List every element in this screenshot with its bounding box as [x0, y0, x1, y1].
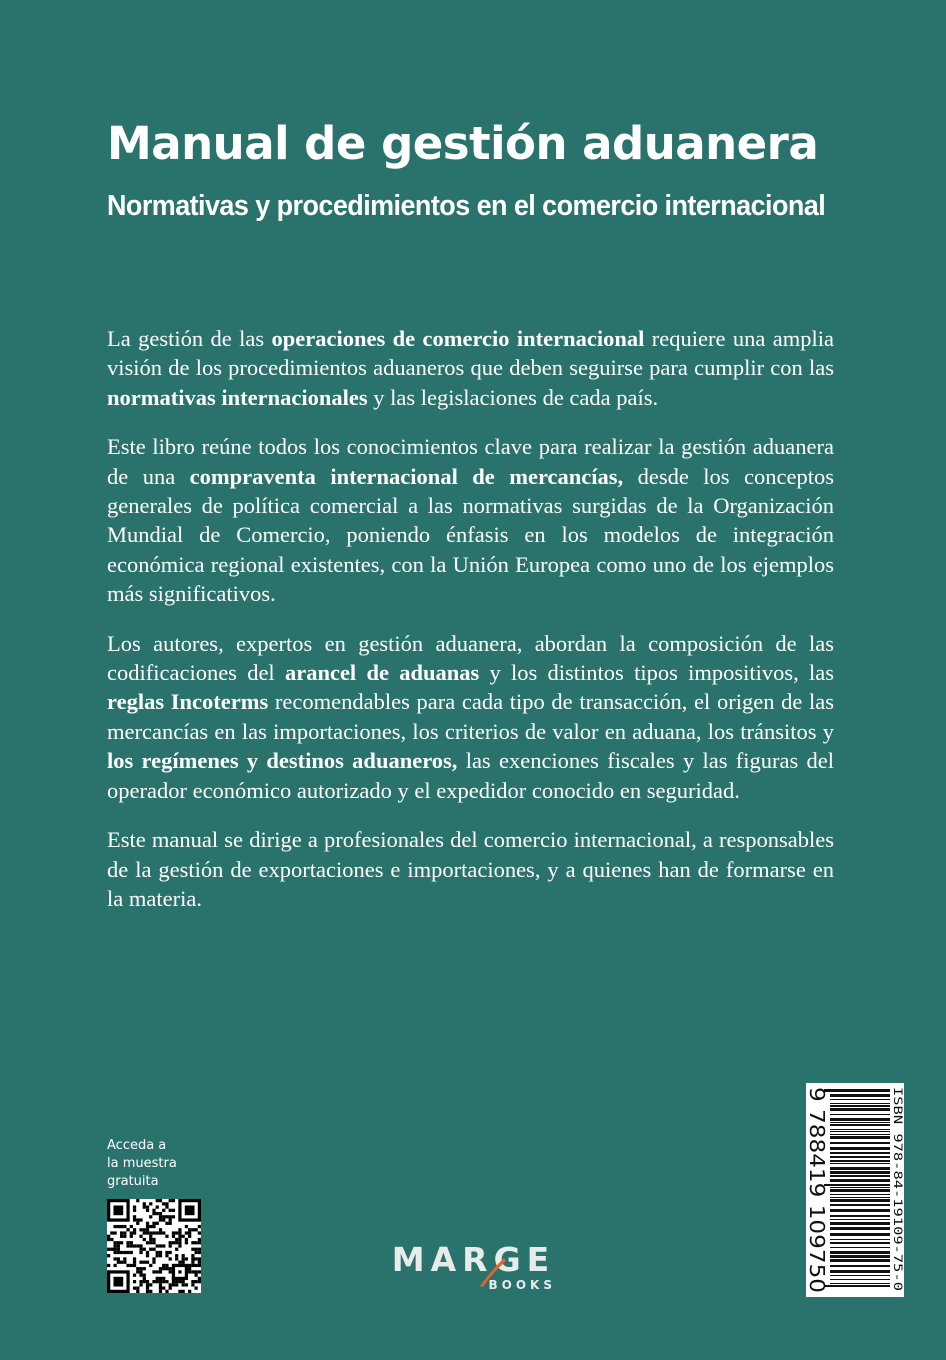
blurb-text: desde los conceptos generales de política comercial a las normativas surgidas de la Organización Mundial de Comercio, poniendo énfasis en los modelos de integración económica regional existentes, con la Unión Europea como uno de los ejemplos más significativos.: [107, 463, 834, 607]
isbn-label: ISBN 978-84-19109-75-0: [891, 1087, 904, 1240]
book-subtitle: Normativas y procedimientos en el comercio internacional: [107, 190, 826, 222]
barcode-bar: [830, 1255, 890, 1258]
blurb-text: y los distintos tipos impositivos, las: [479, 660, 834, 686]
isbn-digits: 9 788419 109750: [806, 1087, 829, 1266]
barcode-bar: [830, 1215, 890, 1217]
blurb-bold-text: operaciones de comercio internacional: [271, 326, 645, 351]
barcode-bar: [830, 1197, 890, 1198]
barcode-bar: [830, 1219, 890, 1220]
blurb-paragraph: [107, 432, 834, 608]
back-cover-blurb: [107, 324, 834, 933]
barcode-bar: [830, 1175, 890, 1177]
barcode-bar: [830, 1124, 890, 1126]
qr-code[interactable]: [107, 1199, 201, 1293]
barcode-bar: [830, 1275, 890, 1276]
sample-line-3: gratuita: [107, 1174, 159, 1189]
blurb-text: Este libro reúne todos los conocimientos clave para realizar la gestión aduanera de una: [107, 434, 834, 489]
barcode-bar: [830, 1163, 890, 1164]
barcode-bar: [830, 1179, 890, 1182]
barcode-bar: [830, 1160, 890, 1162]
barcode-bar: [830, 1152, 890, 1154]
barcode-bar: [824, 1285, 890, 1287]
barcode-bar: [830, 1227, 890, 1230]
barcode-bar: [830, 1283, 890, 1284]
barcode-image: [806, 1083, 904, 1297]
blurb-bold-text: reglas Incoterms: [107, 689, 269, 715]
blurb-text: y las legislaciones de cada país.: [367, 384, 659, 410]
barcode-bar: [830, 1167, 890, 1170]
barcode-bar: [830, 1239, 890, 1240]
sample-line-2: la muestra: [107, 1156, 177, 1171]
barcode-bar: [830, 1259, 890, 1262]
blurb-text: La gestión de las: [107, 326, 272, 351]
barcode-bar: [830, 1147, 890, 1150]
barcode-bar: [830, 1187, 890, 1188]
barcode-bar: [830, 1156, 890, 1158]
barcode-bar: [830, 1242, 890, 1244]
barcode-bar: [830, 1105, 890, 1107]
barcode-bar: [830, 1247, 890, 1248]
barcode-bar: [830, 1099, 890, 1100]
barcode-bar: [830, 1118, 890, 1121]
barcode-bar: [830, 1142, 890, 1144]
barcode-bar: [830, 1129, 890, 1130]
sample-note: [107, 1137, 217, 1191]
barcode-bar: [830, 1189, 890, 1192]
publisher-name: MARGE: [391, 1240, 556, 1279]
qr-code-image: [107, 1199, 201, 1293]
barcode-bars: [824, 1089, 890, 1287]
barcode-bar: [830, 1122, 890, 1123]
blurb-bold-text: compraventa internacional de mercancías,: [189, 463, 624, 489]
barcode-bar: [830, 1194, 890, 1195]
blurb-paragraph: [107, 629, 834, 805]
barcode-bar: [830, 1103, 890, 1104]
barcode-bar: [830, 1134, 890, 1135]
barcode-bar: [830, 1222, 890, 1225]
barcode-bar: [830, 1270, 890, 1273]
blurb-bold-text: normativas internacionales: [107, 384, 368, 410]
publisher-logo: [386, 1240, 561, 1296]
barcode-bar: [830, 1204, 890, 1206]
barcode-bar: [830, 1279, 890, 1280]
publisher-sub: BOOKS: [488, 1278, 556, 1292]
blurb-bold-text: los regímenes y destinos aduaneros,: [107, 748, 458, 774]
blurb-bold-text: arancel de aduanas: [284, 660, 480, 686]
barcode-bar: [830, 1251, 890, 1254]
barcode-bar: [830, 1094, 890, 1097]
barcode-bar: [830, 1136, 890, 1139]
barcode-bar: [824, 1089, 890, 1092]
blurb-text: Este manual se dirige a profesionales del comercio internacional, a responsables de la gestión de exportaciones e importaciones, y a quienes han de formarse en la materia.: [107, 827, 834, 911]
blurb-paragraph: [107, 825, 834, 913]
barcode-bar: [830, 1233, 890, 1236]
blurb-text: Los autores, expertos en gestión aduanera, abordan la composición de las codificaciones del: [107, 630, 834, 686]
barcode-bar: [830, 1265, 890, 1267]
barcode-bar: [830, 1108, 890, 1111]
barcode-bar: [830, 1131, 890, 1132]
barcode-bar: [830, 1114, 890, 1115]
blurb-paragraph: [107, 324, 834, 412]
barcode-bar: [830, 1199, 890, 1202]
barcode-bar: [830, 1171, 890, 1174]
blurb-text: las exenciones fiscales y las figuras del operador económico autorizado y el expedidor conocido en seguridad.: [107, 748, 834, 803]
book-title: Manual de gestión aduanera: [107, 117, 819, 170]
isbn-barcode: [806, 1083, 904, 1297]
barcode-bar: [824, 1184, 890, 1186]
blurb-text: requiere una amplia visión de los procedimientos aduaneros que deben seguirse para cumplir con las: [107, 326, 834, 381]
barcode-bar: [830, 1209, 890, 1212]
blurb-text: recomendables para cada tipo de transacción, el origen de las mercancías en las importaciones, los criterios de valor en aduana, los tránsitos y: [107, 689, 835, 744]
sample-line-1: Acceda a: [107, 1138, 167, 1153]
